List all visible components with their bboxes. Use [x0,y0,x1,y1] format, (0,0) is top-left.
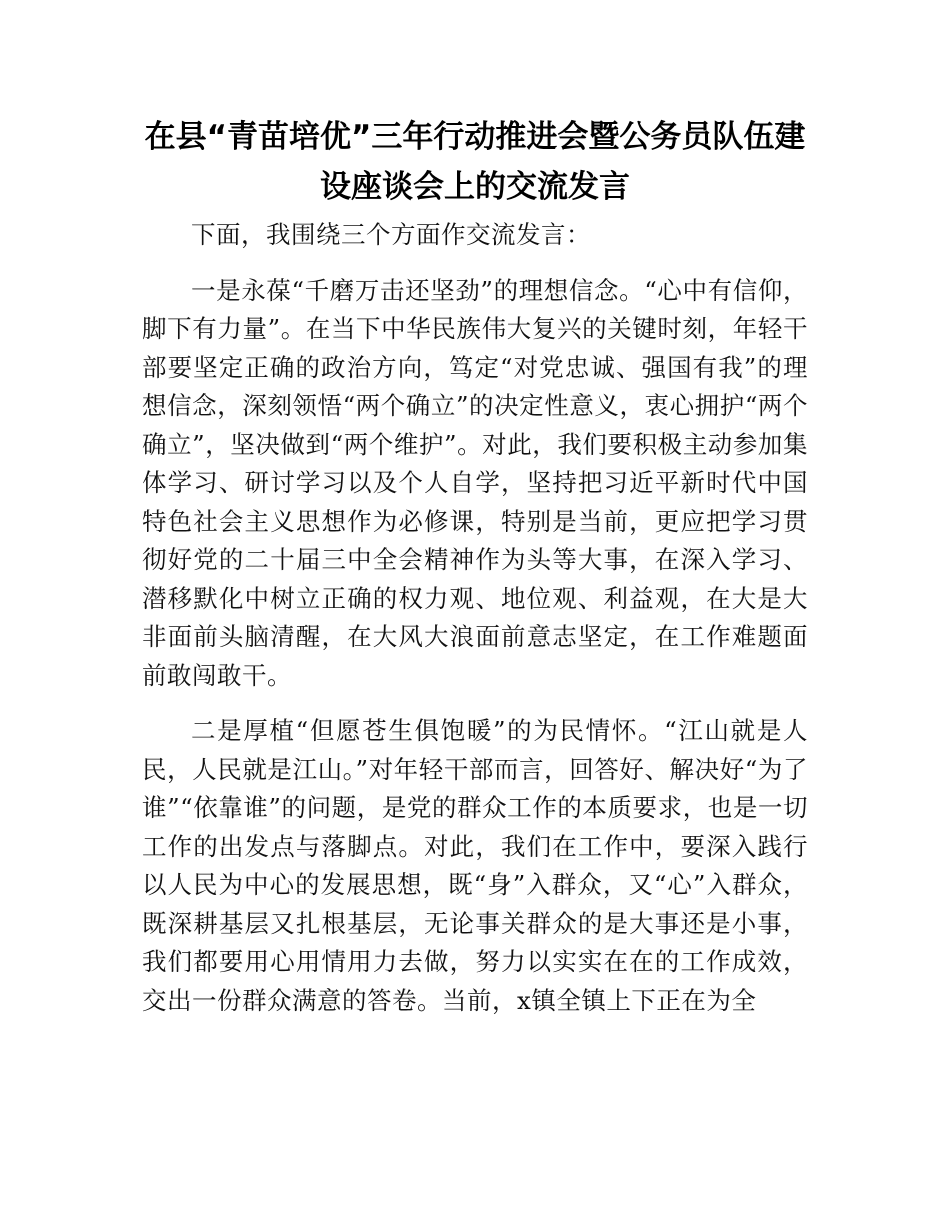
document-title: 在县“青苗培优”三年行动推进会暨公务员队伍建设座谈会上的交流发言 [144,119,806,205]
paragraph-intro: 下面，我围绕三个方面作交流发言： [191,220,591,249]
paragraph-point-one: 一是永葆“千磨万击还坚劲”的理想信念。“心中有信仰，脚下有力量”。在当下中华民族伟大复兴的关键时刻，年轻干部要坚定正确的政治方向，笃定“对党忠诚、强国有我”的理想信念，深刻领悟“两个确立”的决定性意义，衷心拥护“两个确立”，坚决做到“两个维护”。对此，我们要积极主动参加集体学习、研讨学习以及个人自学，坚持把习近平新时代中国特色社会主义思想作为必修课，特别是当前，更应把学习贯彻好党的二十届三中全会精神作为头等大事，在深入学习、潜移默化中树立正确的权力观、地位观、利益观，在大是大非面前头脑清醒，在大风大浪面前意志坚定，在工作难题面前敢闯敢干。 [142,275,808,690]
document-body [142,216,808,1020]
paragraph-point-two: 二是厚植“但愿苍生俱饱暖”的为民情怀。“江山就是人民，人民就是江山。”对年轻干部而言，回答好、解决好“为了谁”“依靠谁”的问题，是党的群众工作的本质要求，也是一切工作的出发点与落脚点。对此，我们在工作中，要深入践行以人民为中心的发展思想，既“身”入群众，又“心”入群众，既深耕基层又扎根基层，无论事关群众的是大事还是小事，我们都要用心用情用力去做，努力以实实在在的工作成效，交出一份群众满意的答卷。当前，x镇全镇上下正在为全 [142,716,808,1015]
